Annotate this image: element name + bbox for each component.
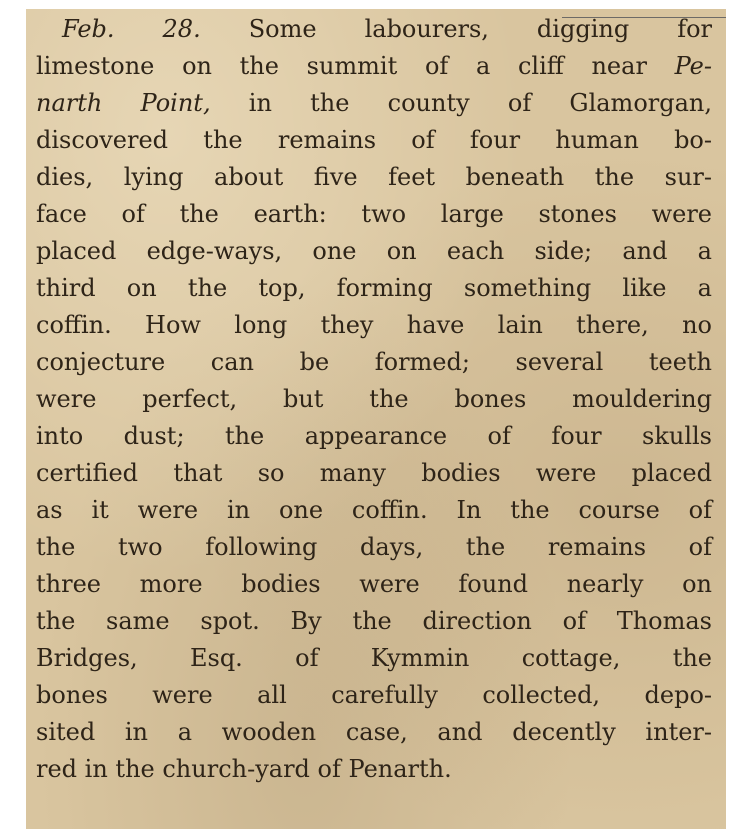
article-line: conjecture can be formed; several teeth xyxy=(36,348,712,376)
place-name: narth Point, xyxy=(36,89,211,117)
article-line: Feb. 28. Some labourers, digging for xyxy=(62,15,713,43)
article-line: into dust; the appearance of four skulls xyxy=(36,422,712,450)
article-line: the same spot. By the direction of Thomas xyxy=(36,607,712,635)
newspaper-clipping xyxy=(26,9,726,829)
article-line: red in the church-yard of Penarth. xyxy=(36,755,452,783)
article-date: Feb. 28. xyxy=(62,15,201,43)
place-name: Pe- xyxy=(674,52,712,80)
article-line: the two following days, the remains of xyxy=(36,533,712,561)
article-line: discovered the remains of four human bo- xyxy=(36,126,712,154)
article-line: coffin. How long they have lain there, no xyxy=(36,311,712,339)
article-line: were perfect, but the bones mouldering xyxy=(36,385,712,413)
article-line: face of the earth: two large stones were xyxy=(36,200,712,228)
article-line: narth Point, in the county of Glamorgan, xyxy=(36,89,712,117)
article-line: placed edge-ways, one on each side; and a xyxy=(36,237,712,265)
article-line: sited in a wooden case, and decently inter- xyxy=(36,718,712,746)
article-line: limestone on the summit of a cliff near Pe- xyxy=(36,52,712,80)
article-line: dies, lying about five feet beneath the sur- xyxy=(36,163,712,191)
article-line: third on the top, forming something like a xyxy=(36,274,712,302)
article-line: three more bodies were found nearly on xyxy=(36,570,712,598)
article-text xyxy=(36,11,712,788)
article-line: bones were all carefully collected, depo- xyxy=(36,681,712,709)
article-line: Bridges, Esq. of Kymmin cottage, the xyxy=(36,644,712,672)
article-line: certified that so many bodies were placed xyxy=(36,459,712,487)
article-line: as it were in one coffin. In the course of xyxy=(36,496,712,524)
